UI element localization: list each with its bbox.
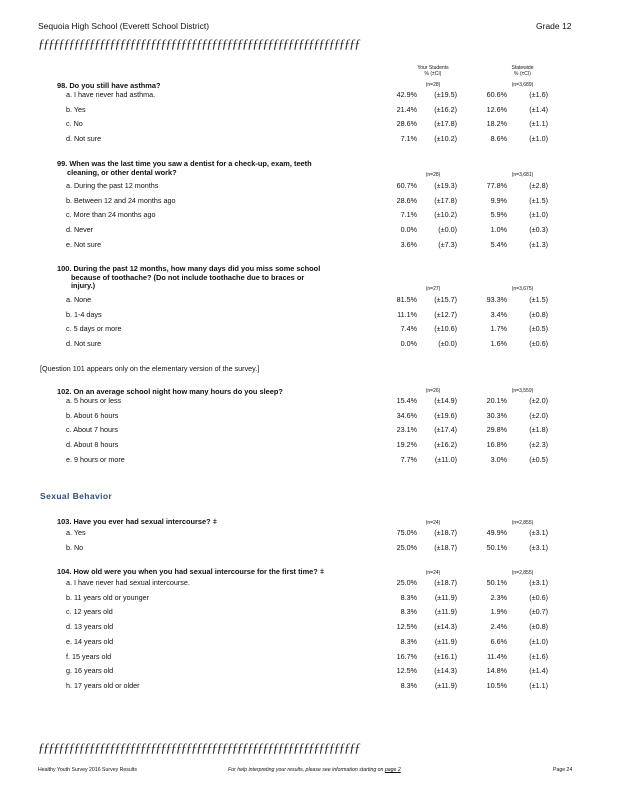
option-row: [0, 196, 618, 208]
your-ci: (±7.3): [438, 239, 457, 249]
option-row: [0, 425, 618, 437]
option-row: [0, 105, 618, 117]
state-percent: 12.6%: [486, 104, 507, 114]
state-percent: 8.6%: [490, 134, 507, 144]
col-header-your: Your Students % (±CI): [417, 65, 449, 77]
your-percent: 60.7%: [396, 181, 417, 190]
q103-n-state: (n=2,855): [511, 520, 534, 526]
your-percent: 7.7%: [400, 454, 417, 464]
your-percent: 16.7%: [396, 651, 417, 661]
your-percent: 3.6%: [400, 239, 417, 249]
option-row: [0, 339, 618, 351]
state-ci: (±0.8): [529, 309, 548, 319]
option-row: [0, 607, 618, 619]
q103-n-your: (n=24): [425, 520, 441, 526]
footer-left: Healthy Youth Survey 2016 Survey Results: [38, 767, 137, 773]
your-percent: 7.4%: [400, 324, 417, 334]
your-ci: (±15.7): [434, 295, 457, 304]
state-percent: 3.0%: [490, 454, 507, 464]
your-percent: 8.3%: [400, 680, 417, 690]
option-row: [0, 181, 618, 193]
your-ci: (±18.7): [434, 542, 457, 552]
your-ci: (±12.7): [434, 309, 457, 319]
option-label: c. More than 24 months ago: [66, 210, 156, 220]
your-percent: 11.1%: [397, 309, 417, 319]
option-row: [0, 578, 618, 590]
your-ci: (±19.5): [434, 90, 457, 99]
state-percent: 9.9%: [490, 195, 507, 205]
state-ci: (±0.6): [529, 339, 548, 349]
state-percent: 60.6%: [486, 90, 507, 99]
q103-mark: ǂ: [212, 517, 218, 526]
your-ci: (±11.9): [434, 680, 457, 690]
your-ci: (±18.7): [434, 528, 457, 537]
option-row: [0, 637, 618, 649]
option-label: e. Not sure: [66, 239, 102, 249]
state-percent: 16.8%: [486, 440, 507, 450]
state-percent: 1.7%: [490, 324, 507, 334]
option-row: [0, 622, 618, 634]
your-percent: 15.4%: [396, 396, 417, 405]
state-percent: 1.6%: [490, 339, 507, 349]
state-percent: 3.4%: [490, 309, 507, 319]
state-percent: 5.4%: [490, 239, 507, 249]
state-percent: 6.6%: [490, 636, 507, 646]
state-percent: 5.9%: [490, 210, 507, 220]
your-percent: 21.4%: [396, 104, 417, 114]
q99-n-state: (n=3,681): [511, 172, 534, 178]
your-percent: 19.2%: [396, 440, 417, 450]
decorative-rule-top: ƒƒƒƒƒƒƒƒƒƒƒƒƒƒƒƒƒƒƒƒƒƒƒƒƒƒƒƒƒƒƒƒƒƒƒƒƒƒƒƒƒƒƒƒƒƒƒƒƒƒƒƒƒƒƒƒƒƒƒƒƒƒƒ: [38, 36, 360, 51]
your-percent: 12.5%: [396, 622, 417, 632]
state-percent: 50.1%: [486, 578, 507, 587]
option-row: [0, 119, 618, 131]
option-label: a. I have never had sexual intercourse.: [66, 578, 190, 587]
your-percent: 25.0%: [396, 542, 417, 552]
option-row: [0, 411, 618, 423]
state-percent: 49.9%: [486, 528, 507, 537]
q104-n-your: (n=24): [425, 570, 441, 576]
your-percent: 7.1%: [400, 210, 417, 220]
option-label: e. 9 hours or more: [66, 454, 125, 464]
state-ci: (±1.4): [529, 104, 548, 114]
state-ci: (±1.0): [529, 210, 548, 220]
option-label: a. During the past 12 months: [66, 181, 159, 190]
your-ci: (±10.2): [434, 210, 457, 220]
your-ci: (±10.2): [434, 134, 457, 144]
option-label: c. 12 years old: [66, 607, 113, 617]
option-row: [0, 455, 618, 467]
state-percent: 30.3%: [486, 410, 507, 420]
option-label: d. Not sure: [66, 339, 102, 349]
state-percent: 2.3%: [490, 592, 507, 602]
option-label: a. None: [66, 295, 92, 304]
option-label: b. About 6 hours: [66, 410, 119, 420]
your-ci: (±19.3): [434, 181, 457, 190]
option-row: [0, 396, 618, 408]
option-row: [0, 225, 618, 237]
your-ci: (±16.2): [434, 104, 457, 114]
your-ci: (±14.3): [434, 622, 457, 632]
your-ci: (±11.0): [434, 454, 457, 464]
your-percent: 7.1%: [400, 134, 417, 144]
state-percent: 2.4%: [490, 622, 507, 632]
option-label: c. About 7 hours: [66, 425, 118, 435]
option-label: a. 5 hours or less: [66, 396, 122, 405]
state-ci: (±3.1): [529, 528, 548, 537]
school-header: Sequoia High School (Everett School District): [38, 21, 210, 31]
your-ci: (±11.9): [434, 607, 457, 617]
your-percent: 23.1%: [396, 425, 417, 435]
option-label: d. About 8 hours: [66, 440, 119, 450]
option-label: b. 1-4 days: [66, 309, 102, 319]
section-title: Sexual Behavior: [40, 491, 113, 501]
option-label: d. Not sure: [66, 134, 102, 144]
your-percent: 0.0%: [400, 339, 417, 349]
state-ci: (±2.3): [529, 440, 548, 450]
option-row: [0, 90, 618, 102]
option-label: d. Never: [66, 225, 94, 235]
q99-title: 99. When was the last time you saw a dentist for a check-up, exam, teeth cleaning, or other dental work?: [57, 159, 312, 177]
option-row: [0, 666, 618, 678]
q104-n-state: (n=2,855): [511, 570, 534, 576]
your-percent: 42.9%: [396, 90, 417, 99]
q100-n-state: (n=3,675): [511, 286, 534, 292]
option-row: [0, 295, 618, 307]
option-row: [0, 310, 618, 322]
your-percent: 34.6%: [396, 410, 417, 420]
state-ci: (±0.8): [529, 622, 548, 632]
q98-n-your: (n=28): [425, 82, 441, 88]
state-ci: (±1.5): [529, 295, 548, 304]
q99-n-your: (n=28): [425, 172, 441, 178]
state-percent: 1.9%: [490, 607, 507, 617]
state-percent: 18.2%: [486, 119, 507, 129]
your-ci: (±16.2): [434, 440, 457, 450]
your-ci: (±0.0): [438, 339, 457, 349]
state-ci: (±0.6): [529, 592, 548, 602]
your-percent: 81.5%: [396, 295, 417, 304]
col-header-statewide: Statewide % (±CI): [511, 65, 534, 77]
state-ci: (±2.8): [529, 181, 548, 190]
your-percent: 25.0%: [396, 578, 417, 587]
your-percent: 28.6%: [396, 195, 417, 205]
option-row: [0, 652, 618, 664]
option-row: [0, 134, 618, 146]
state-percent: 77.8%: [486, 181, 507, 190]
state-ci: (±3.1): [529, 542, 548, 552]
state-ci: (±2.0): [529, 396, 548, 405]
option-row: [0, 593, 618, 605]
option-row: [0, 210, 618, 222]
state-percent: 11.4%: [487, 651, 507, 661]
state-ci: (±3.1): [529, 578, 548, 587]
option-label: b. Between 12 and 24 months ago: [66, 195, 176, 205]
state-ci: (±1.3): [529, 239, 548, 249]
state-percent: 10.5%: [486, 680, 507, 690]
option-label: e. 14 years old: [66, 636, 114, 646]
your-ci: (±16.1): [434, 651, 457, 661]
your-ci: (±17.8): [434, 195, 457, 205]
your-percent: 0.0%: [400, 225, 417, 235]
state-ci: (±1.1): [529, 119, 548, 129]
state-ci: (±1.8): [529, 425, 548, 435]
state-ci: (±0.5): [529, 324, 548, 334]
your-percent: 75.0%: [396, 528, 417, 537]
state-ci: (±0.5): [529, 454, 548, 464]
question-101-note: [Question 101 appears only on the elementary version of the survey.]: [40, 364, 260, 373]
state-percent: 50.1%: [486, 542, 507, 552]
option-row: [0, 240, 618, 252]
option-label: b. No: [66, 542, 84, 552]
q103-title: 103. Have you ever had sexual intercourse? ǂ: [57, 517, 218, 526]
q102-n-state: (n=3,559): [511, 388, 534, 394]
state-ci: (±1.1): [529, 680, 548, 690]
your-percent: 28.6%: [396, 119, 417, 129]
q102-title: 102. On an average school night how many hours do you sleep?: [57, 387, 283, 396]
your-ci: (±19.6): [434, 410, 457, 420]
option-label: c. No: [66, 119, 83, 129]
page-2-link[interactable]: page 2: [384, 767, 401, 773]
option-row: [0, 528, 618, 540]
your-percent: 8.3%: [400, 607, 417, 617]
state-ci: (±1.4): [529, 666, 548, 676]
your-ci: (±14.9): [434, 396, 457, 405]
state-percent: 20.1%: [486, 396, 507, 405]
your-percent: 12.5%: [396, 666, 417, 676]
state-percent: 14.8%: [486, 666, 507, 676]
option-row: [0, 440, 618, 452]
state-ci: (±0.3): [529, 225, 548, 235]
your-ci: (±10.6): [434, 324, 457, 334]
q100-title: 100. During the past 12 months, how many days did you miss some school because of toothache? (Do not include toothache due to braces or injury.): [57, 264, 321, 290]
your-ci: (±0.0): [438, 225, 457, 235]
option-row: [0, 543, 618, 555]
option-label: f. 15 years old: [66, 651, 112, 661]
option-label: d. 13 years old: [66, 622, 114, 632]
your-ci: (±17.4): [434, 425, 457, 435]
q98-title: 98. Do you still have asthma?: [57, 81, 161, 90]
state-percent: 29.8%: [486, 425, 507, 435]
q102-n-your: (n=26): [425, 388, 441, 394]
state-ci: (±1.5): [529, 195, 548, 205]
q104-title: 104. How old were you when you had sexual intercourse for the first time? ǂ: [57, 567, 325, 576]
your-ci: (±17.8): [434, 119, 457, 129]
q98-n-state: (n=3,689): [511, 82, 534, 88]
your-percent: 8.3%: [400, 636, 417, 646]
your-ci: (±11.9): [434, 592, 457, 602]
option-label: a. Yes: [66, 528, 86, 537]
your-ci: (±18.7): [434, 578, 457, 587]
state-ci: (±1.0): [529, 636, 548, 646]
grade-header: Grade 12: [536, 21, 572, 31]
footer-page-number: Page 24: [553, 767, 573, 773]
state-percent: 93.3%: [486, 295, 507, 304]
decorative-rule-bottom: ƒƒƒƒƒƒƒƒƒƒƒƒƒƒƒƒƒƒƒƒƒƒƒƒƒƒƒƒƒƒƒƒƒƒƒƒƒƒƒƒƒƒƒƒƒƒƒƒƒƒƒƒƒƒƒƒƒƒƒƒƒƒƒ: [38, 740, 360, 755]
your-percent: 8.3%: [400, 592, 417, 602]
option-label: g. 16 years old: [66, 666, 114, 676]
your-ci: (±11.9): [434, 636, 457, 646]
option-label: c. 5 days or more: [66, 324, 122, 334]
state-percent: 1.0%: [490, 225, 507, 235]
your-ci: (±14.3): [434, 666, 457, 676]
state-ci: (±1.6): [529, 90, 548, 99]
state-ci: (±1.0): [529, 134, 548, 144]
q104-mark: ǂ: [319, 567, 325, 576]
option-label: h. 17 years old or older: [66, 680, 140, 690]
option-label: b. 11 years old or younger: [66, 592, 149, 602]
q100-n-your: (n=27): [425, 286, 441, 292]
option-label: b. Yes: [66, 104, 86, 114]
option-row: [0, 324, 618, 336]
option-label: a. I have never had asthma.: [66, 90, 156, 99]
state-ci: (±2.0): [529, 410, 548, 420]
footer-center: For help interpreting your results, please see information starting on page 2: [228, 767, 401, 773]
state-ci: (±0.7): [529, 607, 548, 617]
state-ci: (±1.6): [529, 651, 548, 661]
option-row: [0, 681, 618, 693]
